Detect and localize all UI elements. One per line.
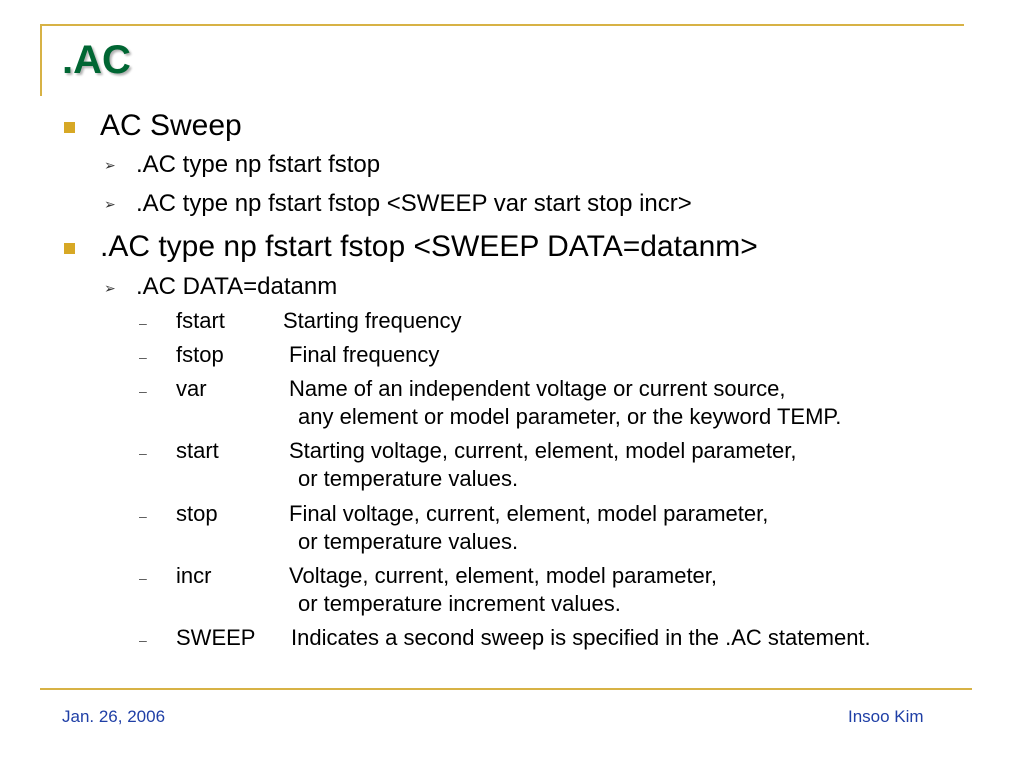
param-term: fstart: [176, 308, 225, 333]
bullet-ac-sweep: AC Sweep: [100, 109, 242, 142]
param-desc: Name of an independent voltage or current source,: [289, 376, 786, 401]
param-desc: Final frequency: [289, 342, 440, 367]
param-desc-cont: any element or model parameter, or the keyword TEMP.: [298, 404, 842, 429]
param-desc-cont: or temperature values.: [298, 529, 519, 554]
slide-title: .AC: [62, 38, 131, 82]
sub-bullet-ac-sweep-var: .AC type np fstart fstop <SWEEP var start stop incr>: [136, 190, 692, 217]
sub-bullet-ac-data: .AC DATA=datanm: [136, 273, 338, 300]
param-term: stop: [176, 501, 218, 526]
param-term: var: [176, 376, 207, 401]
dash-bullet-icon: –: [139, 349, 147, 365]
arrow-bullet-icon: ➢: [104, 196, 116, 212]
param-desc: Voltage, current, element, model parameter,: [289, 563, 718, 588]
square-bullet-icon: [64, 243, 75, 254]
param-desc: Indicates a second sweep is specified in the .AC statement.: [291, 625, 871, 650]
param-desc-cont: or temperature values.: [298, 466, 519, 491]
sub-bullet-ac-basic: .AC type np fstart fstop: [136, 151, 381, 178]
param-desc-cont: or temperature increment values.: [298, 591, 621, 616]
param-term: start: [176, 438, 219, 463]
dash-bullet-icon: –: [139, 315, 147, 331]
footer-author: Insoo Kim: [848, 707, 924, 726]
dash-bullet-icon: –: [139, 632, 147, 648]
dash-bullet-icon: –: [139, 570, 147, 586]
param-term: incr: [176, 563, 212, 588]
param-desc: Starting frequency: [283, 308, 462, 333]
square-bullet-icon: [64, 122, 75, 133]
dash-bullet-icon: –: [139, 445, 147, 461]
param-desc: Final voltage, current, element, model parameter,: [289, 501, 769, 526]
arrow-bullet-icon: ➢: [104, 157, 116, 173]
dash-bullet-icon: –: [139, 508, 147, 524]
param-desc: Starting voltage, current, element, model parameter,: [289, 438, 797, 463]
param-term: fstop: [176, 342, 224, 367]
arrow-bullet-icon: ➢: [104, 280, 116, 296]
footer-rule: [40, 688, 972, 690]
footer-date: Jan. 26, 2006: [62, 707, 166, 726]
bullet-ac-sweep-data: .AC type np fstart fstop <SWEEP DATA=datanm>: [100, 230, 758, 263]
dash-bullet-icon: –: [139, 383, 147, 399]
param-term: SWEEP: [176, 625, 256, 650]
